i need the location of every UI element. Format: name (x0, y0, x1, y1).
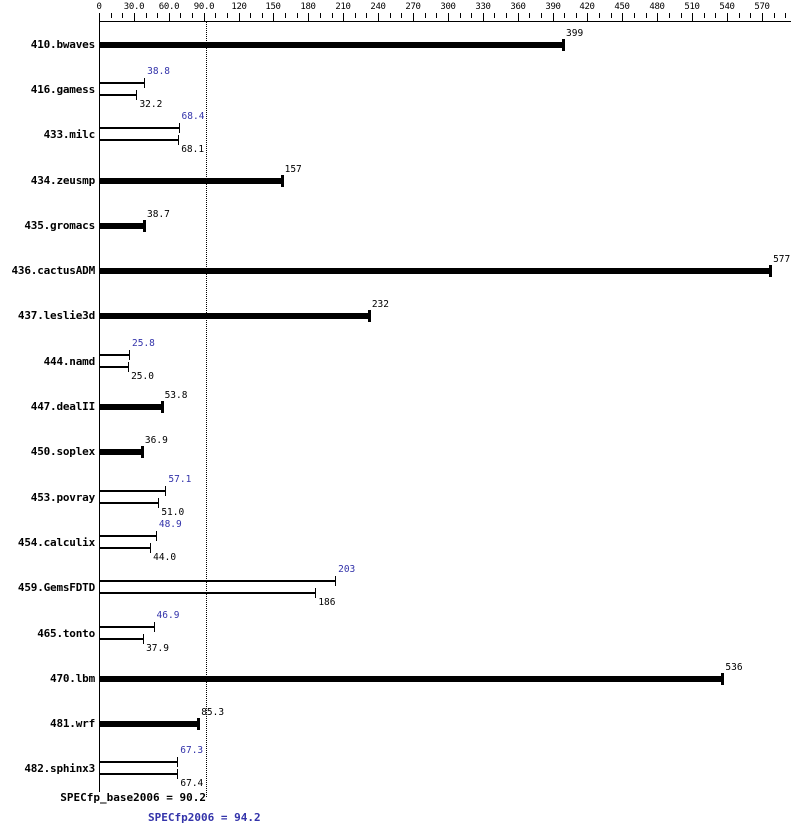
axis-tick (587, 13, 588, 21)
axis-tick-label: 360 (510, 2, 526, 12)
axis-tick (634, 13, 635, 18)
axis-tick (704, 13, 705, 18)
axis-tick (297, 13, 298, 18)
axis-tick (413, 13, 414, 21)
axis-tick (308, 13, 309, 21)
bar-peak-end-cap (177, 757, 178, 767)
bar-value-label: 36.9 (144, 435, 168, 447)
axis-tick (111, 13, 112, 18)
bar-value-label: 38.7 (147, 208, 170, 220)
axis-tick-label: 0 (96, 2, 102, 12)
axis-tick-label: 330 (475, 2, 491, 12)
row-label: 470.lbm (50, 671, 95, 685)
bar-peak (99, 82, 144, 84)
axis-line (99, 21, 791, 22)
peak-value-label: 25.8 (132, 337, 155, 349)
bar-peak (99, 354, 129, 356)
axis-tick-label: 540 (719, 2, 735, 12)
bar-peak-end-cap (129, 350, 130, 360)
base-value-label: 44.0 (153, 551, 177, 563)
bar-base (99, 773, 177, 775)
reference-line (206, 22, 207, 797)
axis-tick-label: 450 (614, 2, 630, 12)
axis-tick (332, 13, 333, 18)
bar-peak-end-cap (165, 486, 166, 496)
bar-value-label: 53.8 (164, 390, 188, 402)
axis-tick (157, 13, 158, 18)
peak-value-label: 46.9 (156, 609, 180, 621)
bar-end-cap (163, 401, 164, 413)
peak-value-label: 67.3 (180, 745, 204, 757)
bar-peak-end-cap (144, 78, 145, 88)
bar-base (99, 366, 128, 368)
axis-tick (285, 13, 286, 18)
bar-combined (99, 404, 162, 410)
axis-tick (471, 13, 472, 18)
axis-tick (494, 13, 495, 18)
bar-peak-end-cap (156, 531, 157, 541)
bar-base (99, 94, 136, 96)
bar-end-cap (723, 673, 724, 685)
base-value-label: 25.0 (131, 370, 154, 382)
bar-value-label: 85.3 (201, 707, 225, 719)
axis-tick (390, 13, 391, 18)
row-label: 454.calculix (17, 535, 95, 549)
bar-peak-end-cap (154, 622, 155, 632)
axis-tick-label: 420 (579, 2, 595, 12)
axis-tick-label: 300 (440, 2, 456, 12)
footer-base-label: SPECfp_base2006 = 90.2 (60, 791, 206, 804)
bar-value-label: 157 (284, 163, 302, 175)
bar-combined (99, 449, 142, 455)
row-label: 416.gamess (30, 82, 95, 96)
axis-tick (599, 13, 600, 18)
axis-tick (355, 13, 356, 18)
axis-tick-label: 180 (300, 2, 316, 12)
bar-peak (99, 127, 179, 129)
bar-combined (99, 676, 722, 682)
row-label: 444.namd (43, 354, 95, 368)
row-label: 435.gromacs (24, 218, 95, 232)
bar-end-cap (143, 446, 144, 458)
bar-peak (99, 626, 154, 628)
axis-tick (541, 13, 542, 18)
axis-tick (146, 13, 147, 18)
bar-end-cap (564, 39, 565, 51)
axis-tick (669, 13, 670, 18)
row-label: 434.zeusmp (30, 173, 95, 187)
bar-base-end-cap (315, 588, 316, 598)
axis-tick-label: 90.0 (193, 2, 215, 12)
axis-tick (622, 13, 623, 21)
axis-tick (169, 13, 170, 21)
axis-tick (564, 13, 565, 18)
axis-tick (215, 13, 216, 18)
axis-tick (483, 13, 484, 21)
axis-tick (227, 13, 228, 18)
axis-tick (343, 13, 344, 21)
row-label: 481.wrf (50, 717, 95, 731)
bar-base-end-cap (177, 769, 178, 779)
axis-tick (134, 13, 135, 21)
axis-tick (715, 13, 716, 18)
axis-tick (553, 13, 554, 21)
axis-tick-label: 210 (335, 2, 351, 12)
axis-tick (401, 13, 402, 18)
axis-tick (529, 13, 530, 18)
axis-tick (774, 13, 775, 18)
bar-end-cap (145, 220, 146, 232)
bar-value-label: 232 (371, 299, 389, 311)
bar-value-label: 399 (566, 27, 584, 39)
axis-tick (204, 13, 205, 21)
base-value-label: 32.2 (139, 98, 163, 110)
base-value-label: 186 (318, 597, 336, 609)
axis-tick-label: 60.0 (158, 2, 180, 12)
axis-tick (750, 13, 751, 18)
axis-tick-label: 390 (545, 2, 561, 12)
axis-tick-label: 120 (231, 2, 247, 12)
base-value-label: 68.1 (181, 144, 205, 156)
axis-tick-label: 150 (265, 2, 281, 12)
axis-tick (378, 13, 379, 21)
bar-base-end-cap (158, 498, 159, 508)
bar-end-cap (771, 265, 772, 277)
row-label: 453.povray (30, 490, 95, 504)
bar-base-end-cap (136, 90, 137, 100)
axis-tick (646, 13, 647, 18)
axis-tick-label: 30.0 (123, 2, 145, 12)
bar-combined (99, 42, 563, 48)
peak-value-label: 68.4 (181, 111, 205, 123)
axis-tick (250, 13, 251, 18)
axis-tick (448, 13, 449, 21)
axis-tick (262, 13, 263, 18)
bar-combined (99, 223, 144, 229)
axis-tick-label: 510 (684, 2, 700, 12)
axis-tick (727, 13, 728, 21)
row-label: 433.milc (43, 128, 95, 142)
axis-tick (657, 13, 658, 21)
axis-tick (506, 13, 507, 18)
peak-value-label: 203 (338, 564, 356, 576)
row-label: 450.soplex (30, 445, 95, 459)
bar-base-end-cap (178, 135, 179, 145)
row-label: 459.GemsFDTD (17, 581, 95, 595)
bar-combined (99, 268, 770, 274)
axis-tick (739, 13, 740, 18)
bar-base (99, 139, 178, 141)
axis-tick (239, 13, 240, 21)
axis-tick (785, 13, 786, 18)
bar-value-label: 577 (773, 254, 791, 266)
bar-combined (99, 178, 282, 184)
bar-value-label: 536 (725, 661, 743, 673)
footer-peak-label: SPECfp2006 = 94.2 (148, 811, 261, 824)
axis-tick (681, 13, 682, 18)
axis-tick (518, 13, 519, 21)
axis-tick-label: 570 (754, 2, 770, 12)
axis-tick (436, 13, 437, 18)
axis-tick (762, 13, 763, 21)
axis-tick (192, 13, 193, 18)
bar-base (99, 592, 315, 594)
row-label: 482.sphinx3 (24, 762, 95, 776)
row-label: 437.leslie3d (17, 309, 95, 323)
bar-base-end-cap (143, 634, 144, 644)
axis-tick (320, 13, 321, 18)
axis-tick (99, 13, 100, 21)
row-label: 447.dealII (30, 400, 95, 414)
axis-tick (692, 13, 693, 21)
axis-tick (576, 13, 577, 18)
bar-end-cap (199, 718, 200, 730)
bar-end-cap (370, 310, 371, 322)
bar-base (99, 502, 158, 504)
peak-value-label: 57.1 (168, 473, 192, 485)
axis-tick (460, 13, 461, 18)
axis-tick-label: 480 (649, 2, 665, 12)
bar-base (99, 547, 150, 549)
bar-end-cap (283, 175, 284, 187)
axis-tick (366, 13, 367, 18)
bar-base-end-cap (128, 362, 129, 372)
bar-base-end-cap (150, 543, 151, 553)
axis-tick (425, 13, 426, 18)
bar-peak-end-cap (335, 576, 336, 586)
axis-tick (611, 13, 612, 18)
base-value-label: 51.0 (161, 506, 185, 518)
row-label: 410.bwaves (30, 37, 95, 51)
bar-peak (99, 535, 156, 537)
plot-left-border (99, 22, 100, 792)
bar-peak (99, 580, 335, 582)
row-label: 436.cactusADM (11, 264, 95, 278)
bar-combined (99, 313, 369, 319)
base-value-label: 37.9 (146, 642, 169, 654)
bar-base (99, 638, 143, 640)
bar-peak (99, 761, 177, 763)
peak-value-label: 48.9 (158, 518, 182, 530)
peak-value-label: 38.8 (147, 65, 171, 77)
bar-combined (99, 721, 198, 727)
row-label: 465.tonto (37, 626, 95, 640)
bar-peak-end-cap (179, 123, 180, 133)
axis-tick-label: 270 (405, 2, 421, 12)
axis-tick-label: 240 (370, 2, 386, 12)
axis-tick (122, 13, 123, 18)
axis-tick (273, 13, 274, 21)
axis-tick (180, 13, 181, 18)
base-value-label: 67.4 (180, 778, 204, 790)
bar-peak (99, 490, 165, 492)
